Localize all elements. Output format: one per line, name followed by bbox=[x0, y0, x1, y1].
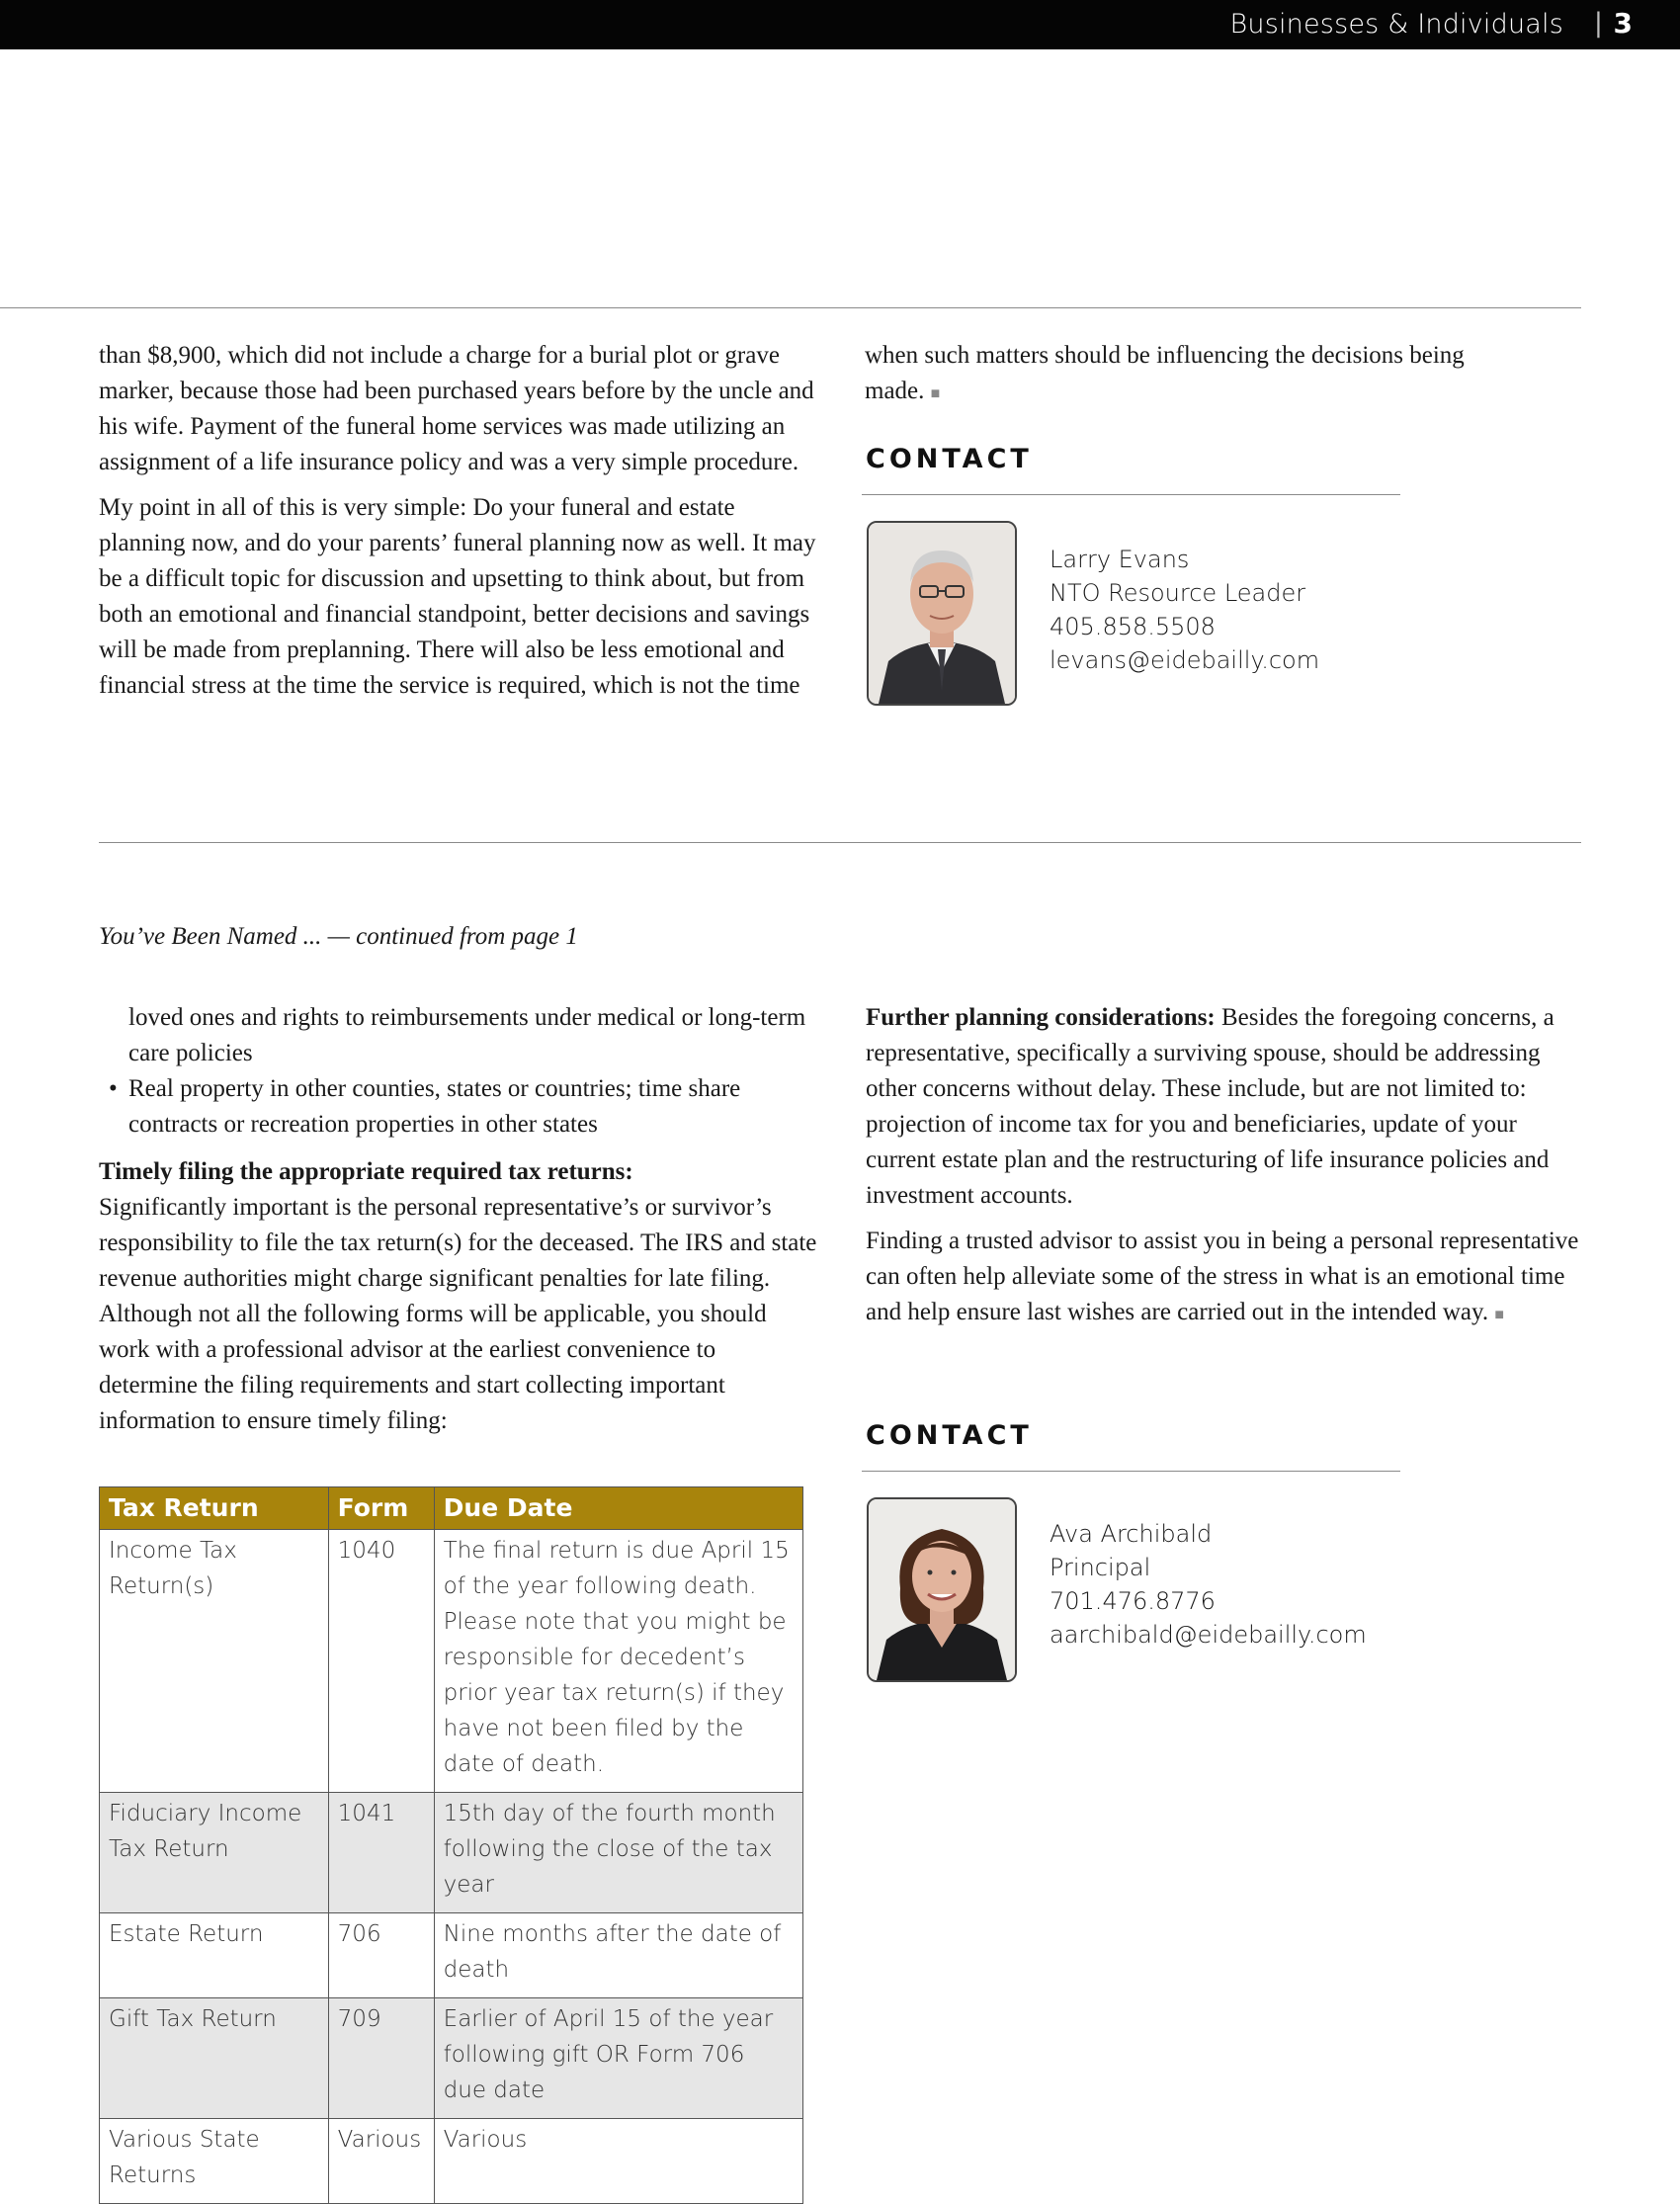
further-heading: Further planning considerations: bbox=[866, 1004, 1216, 1031]
further-text: Besides the foregoing concerns, a representative, specifically a surviving spouse, should be addressing other concerns without delay. These include, but are not limited to: projection of income tax for you and beneficiaries, update of your current estate plan and the restructuring of life insurance policies and investment accounts. bbox=[866, 1004, 1554, 1209]
portrait-icon bbox=[869, 523, 1015, 704]
filing-section bbox=[99, 1154, 820, 1439]
contact-email[interactable]: aarchibald@eidebailly.com bbox=[1050, 1621, 1367, 1649]
contact-role: Principal bbox=[1050, 1554, 1151, 1581]
table-row bbox=[100, 1530, 803, 1793]
list-item bbox=[128, 1000, 820, 1071]
filing-paragraph: Significantly important is the personal representative’s or survivor’s responsibility to file the tax return(s) for the deceased. The IRS and state revenue authorities might charge significant penalties for late filing. Although not all the following forms will be applicable, you should work with a professional advisor at the earliest convenience to determine the filing requirements and start collecting important information to ensure timely filing: bbox=[99, 1194, 817, 1434]
column-header: Tax Return bbox=[100, 1487, 329, 1530]
contact-divider bbox=[862, 1471, 1400, 1472]
advisor-paragraph bbox=[866, 1224, 1587, 1333]
contact-email[interactable]: levans@eidebailly.com bbox=[1050, 646, 1320, 674]
bullet-list bbox=[99, 1000, 820, 1143]
contact-photo-ava-archibald bbox=[867, 1497, 1017, 1682]
header-separator: | bbox=[1593, 8, 1603, 39]
table-cell: Various bbox=[434, 2119, 802, 2204]
further-planning-paragraph bbox=[866, 1000, 1587, 1214]
table-cell: 1041 bbox=[328, 1793, 434, 1913]
table-cell: Income Tax Return(s) bbox=[100, 1530, 329, 1793]
top-article-left-column bbox=[99, 338, 820, 714]
table-row bbox=[100, 1793, 803, 1913]
tax-returns-table bbox=[99, 1486, 803, 2204]
list-item-text: loved ones and rights to reimbursements under medical or long-term care policies bbox=[128, 1004, 806, 1066]
contact-photo-larry-evans bbox=[867, 521, 1017, 706]
paragraph: when such matters should be influencing the decisions being made. bbox=[865, 342, 1465, 404]
paragraph: My point in all of this is very simple: Do your funeral and estate planning now, and do your parents’ funeral planning now as well. It may be a difficult topic for discussion and upsetting to think about, but from both an emotional and financial standpoint, better decisions and savings will be made from preplanning. There will also be less emotional and financial stress at the time the service is required, which is not the time bbox=[99, 494, 816, 699]
contact-name: Larry Evans bbox=[1050, 546, 1190, 573]
table-row bbox=[100, 1913, 803, 1998]
portrait-icon bbox=[869, 1499, 1015, 1680]
end-mark-icon: ■ bbox=[1494, 1307, 1505, 1323]
top-article-right-column bbox=[865, 338, 1497, 412]
column-header: Form bbox=[328, 1487, 434, 1530]
table-cell: 1040 bbox=[328, 1530, 434, 1793]
table-cell: 709 bbox=[328, 1998, 434, 2119]
list-item bbox=[109, 1071, 820, 1143]
filing-heading: Timely filing the appropriate required tax returns: bbox=[99, 1158, 633, 1185]
table-row bbox=[100, 2119, 803, 2204]
section-divider bbox=[99, 842, 1581, 843]
table-header-row bbox=[100, 1487, 803, 1530]
table-cell: Fiduciary Income Tax Return bbox=[100, 1793, 329, 1913]
second-article-left-column bbox=[99, 1000, 820, 1439]
top-divider bbox=[0, 307, 1581, 308]
contact-divider bbox=[862, 494, 1400, 495]
page-header bbox=[0, 0, 1680, 49]
table-cell: Earlier of April 15 of the year following gift OR Form 706 due date bbox=[434, 1998, 802, 2119]
column-header: Due Date bbox=[434, 1487, 802, 1530]
table-cell: Estate Return bbox=[100, 1913, 329, 1998]
table-cell: Various bbox=[328, 2119, 434, 2204]
second-article-right-column bbox=[866, 1000, 1587, 1343]
advisor-text: Finding a trusted advisor to assist you in being a personal representative can often help alleviate some of the stress in what is an emotional time and help ensure last wishes are carried out in the intended way. bbox=[866, 1228, 1579, 1325]
table-cell: The final return is due April 15 of the year following death. Please note that you might be responsible for decedent’s prior year tax return(s) if they have not been filed by the date of death. bbox=[434, 1530, 802, 1793]
end-mark-icon: ■ bbox=[930, 385, 941, 402]
table-cell: 706 bbox=[328, 1913, 434, 1998]
contact-details bbox=[1050, 543, 1319, 677]
contact-heading: CONTACT bbox=[866, 1420, 1033, 1451]
list-item-text: Real property in other counties, states or countries; time share contracts or recreation properties in other states bbox=[128, 1075, 741, 1138]
table-cell: Various State Returns bbox=[100, 2119, 329, 2204]
contact-name: Ava Archibald bbox=[1050, 1520, 1213, 1548]
header-section-title: Businesses & Individuals bbox=[1229, 9, 1563, 40]
paragraph: than $8,900, which did not include a charge for a burial plot or grave marker, because those had been purchased years before by the uncle and his wife. Payment of the funeral home services was made utilizing an assignment of a life insurance policy and was a very simple procedure. bbox=[99, 342, 814, 475]
bullet-mark: • bbox=[109, 1075, 118, 1102]
table-cell: Nine months after the date of death bbox=[434, 1913, 802, 1998]
contact-phone: 701.476.8776 bbox=[1050, 1587, 1216, 1615]
table-row bbox=[100, 1998, 803, 2119]
contact-role: NTO Resource Leader bbox=[1050, 579, 1306, 607]
contact-details bbox=[1050, 1517, 1367, 1652]
table-cell: Gift Tax Return bbox=[100, 1998, 329, 2119]
continued-from-label: You’ve Been Named ... — continued from page 1 bbox=[99, 923, 578, 950]
page-number: 3 bbox=[1613, 7, 1633, 40]
contact-heading: CONTACT bbox=[866, 444, 1033, 474]
table-cell: 15th day of the fourth month following the close of the tax year bbox=[434, 1793, 802, 1913]
contact-phone: 405.858.5508 bbox=[1050, 613, 1216, 640]
